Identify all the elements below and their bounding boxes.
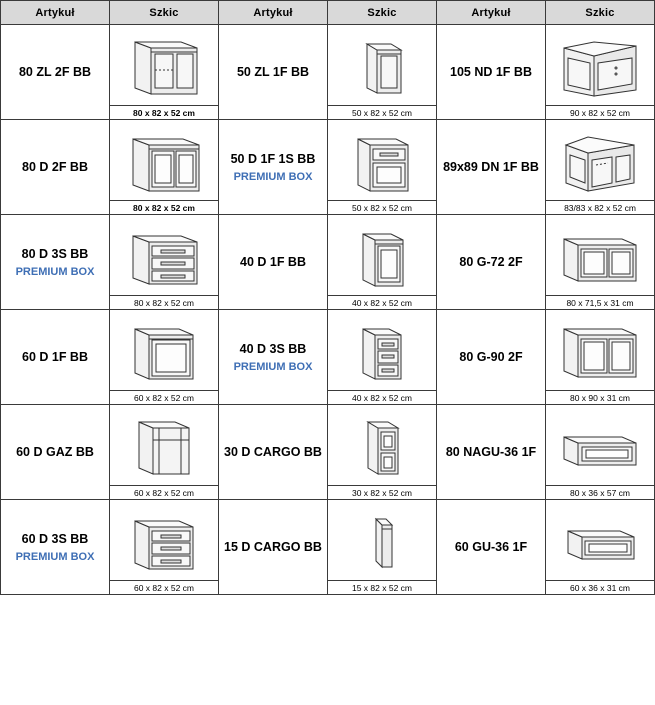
table-row: [1, 25, 655, 120]
product-sketch-cell: [328, 500, 437, 595]
dimensions-label: 60 x 36 x 31 cm: [546, 580, 654, 594]
product-name-cell: [437, 310, 546, 405]
product-sketch-cell: [328, 215, 437, 310]
product-sketch-cell: [328, 310, 437, 405]
dimensions-label: 80 x 36 x 57 cm: [546, 485, 654, 499]
product-name-cell: [1, 120, 110, 215]
product-sketch-cell: [110, 25, 219, 120]
cabinet-two-door-icon: [110, 120, 218, 200]
product-name-cell: [219, 310, 328, 405]
product-name-cell: [1, 405, 110, 500]
cabinet-one-door-icon: [328, 215, 436, 295]
product-name: 105 ND 1F BB: [450, 64, 532, 79]
product-sketch-cell: [110, 120, 219, 215]
cabinet-corner-L-icon: [546, 120, 654, 200]
table-row: [1, 405, 655, 500]
dimensions-label: 80 x 71,5 x 31 cm: [546, 295, 654, 309]
product-sketch-cell: [110, 310, 219, 405]
product-name: 80 ZL 2F BB: [18, 64, 91, 79]
dimensions-label: 40 x 82 x 52 cm: [328, 390, 436, 404]
product-badge-premium: PREMIUM BOX: [233, 170, 313, 183]
product-name: 60 D 1F BB: [22, 349, 88, 364]
product-name: 60 D GAZ BB: [16, 444, 94, 459]
cabinet-corner-wide-icon: [546, 25, 654, 105]
product-sketch-cell: [546, 310, 655, 405]
product-name: 60 GU-36 1F: [454, 539, 528, 554]
product-name-cell: [1, 310, 110, 405]
product-name-cell: [219, 500, 328, 595]
column-header-szkic-2: Szkic: [328, 1, 437, 25]
column-header-artykul-2: Artykuł: [219, 1, 328, 25]
product-sketch-cell: [546, 405, 655, 500]
product-name-cell: [1, 25, 110, 120]
product-name-cell: [437, 25, 546, 120]
dimensions-label: 80 x 82 x 52 cm: [110, 105, 218, 119]
product-name: 50 D 1F 1S BB: [230, 152, 316, 167]
cabinet-one-door-wide-icon: [110, 310, 218, 390]
dimensions-label: 60 x 82 x 52 cm: [110, 390, 218, 404]
dimensions-label: 80 x 82 x 52 cm: [110, 295, 218, 309]
cabinet-narrow-three-drawer-icon: [328, 310, 436, 390]
product-sketch-cell: [546, 215, 655, 310]
product-name-cell: [219, 215, 328, 310]
wall-cabinet-tall-icon: [546, 310, 654, 390]
product-sketch-cell: [328, 25, 437, 120]
dimensions-label: 15 x 82 x 52 cm: [328, 580, 436, 594]
column-header-szkic-3: Szkic: [546, 1, 655, 25]
dimensions-label: 60 x 82 x 52 cm: [110, 485, 218, 499]
product-name-cell: [1, 500, 110, 595]
product-name: 89x89 DN 1F BB: [443, 159, 539, 174]
product-name-cell: [1, 215, 110, 310]
table-row: [1, 310, 655, 405]
table-header-row: [1, 1, 655, 25]
product-sketch-cell: [546, 25, 655, 120]
cabinet-gas-open-icon: [110, 405, 218, 485]
product-sketch-cell: [546, 120, 655, 215]
product-badge-premium: PREMIUM BOX: [15, 265, 95, 278]
product-sketch-cell: [110, 215, 219, 310]
dimensions-label: 40 x 82 x 52 cm: [328, 295, 436, 309]
product-badge-premium: PREMIUM BOX: [233, 360, 313, 373]
product-name: 80 D 3S BB: [21, 247, 89, 262]
product-name: 80 D 2F BB: [22, 159, 88, 174]
product-name: 80 G-72 2F: [459, 254, 523, 269]
product-name-cell: [437, 405, 546, 500]
product-name: 30 D CARGO BB: [224, 444, 322, 459]
product-name-cell: [437, 215, 546, 310]
product-name: 40 D 1F BB: [240, 254, 306, 269]
wall-cabinet-short-icon: [546, 500, 654, 580]
product-name-cell: [437, 500, 546, 595]
column-header-artykul-1: Artykuł: [1, 1, 110, 25]
product-name: 80 G-90 2F: [459, 349, 523, 364]
dimensions-label: 83/83 x 82 x 52 cm: [546, 200, 654, 214]
product-name-cell: [219, 405, 328, 500]
column-header-szkic-1: Szkic: [110, 1, 219, 25]
table-body: [1, 25, 655, 595]
cabinet-slim-cargo-icon: [328, 500, 436, 580]
product-sketch-cell: [546, 500, 655, 595]
table-row: [1, 500, 655, 595]
product-sketch-cell: [328, 405, 437, 500]
dimensions-label: 80 x 82 x 52 cm: [110, 200, 218, 214]
cabinet-door-drawer-icon: [328, 120, 436, 200]
cabinet-cargo-icon: [328, 405, 436, 485]
column-header-artykul-3: Artykuł: [437, 1, 546, 25]
product-name: 80 NAGU-36 1F: [445, 444, 537, 459]
product-name: 40 D 3S BB: [239, 342, 307, 357]
wall-cabinet-lift-icon: [546, 405, 654, 485]
dimensions-label: 80 x 90 x 31 cm: [546, 390, 654, 404]
table-row: [1, 215, 655, 310]
product-name-cell: [437, 120, 546, 215]
dimensions-label: 30 x 82 x 52 cm: [328, 485, 436, 499]
product-sketch-cell: [110, 405, 219, 500]
cabinet-three-drawer-icon: [110, 215, 218, 295]
product-name: 60 D 3S BB: [21, 532, 89, 547]
dimensions-label: 60 x 82 x 52 cm: [110, 580, 218, 594]
wall-cabinet-two-door-icon: [546, 215, 654, 295]
product-name: 15 D CARGO BB: [224, 539, 322, 554]
dimensions-label: 50 x 82 x 52 cm: [328, 200, 436, 214]
product-badge-premium: PREMIUM BOX: [15, 550, 95, 563]
cabinet-open-corner-icon: [110, 25, 218, 105]
cabinet-three-drawer-wide-icon: [110, 500, 218, 580]
product-name-cell: [219, 25, 328, 120]
product-name-cell: [219, 120, 328, 215]
table-row: [1, 120, 655, 215]
cabinet-narrow-open-icon: [328, 25, 436, 105]
dimensions-label: 50 x 82 x 52 cm: [328, 105, 436, 119]
product-name: 50 ZL 1F BB: [236, 64, 309, 79]
product-sketch-cell: [328, 120, 437, 215]
product-sketch-cell: [110, 500, 219, 595]
dimensions-label: 90 x 82 x 52 cm: [546, 105, 654, 119]
